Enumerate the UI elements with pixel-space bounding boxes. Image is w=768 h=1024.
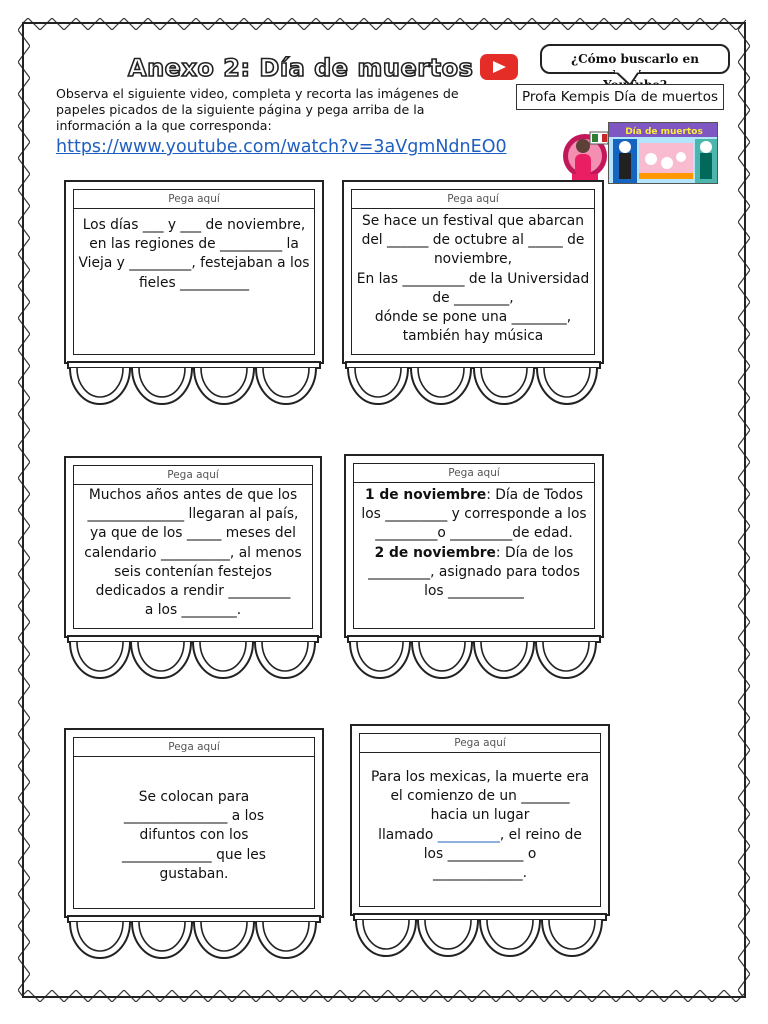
speech-bubble: ¿Cómo buscarlo en — [540, 44, 730, 74]
paste-box-6 — [350, 724, 610, 964]
paste-box-inner — [359, 733, 601, 907]
fill-in-text: Muchos años antes de que los ______________ llegaran al país, ya que de los _____ meses del calendario __________, al menos seis contenían festejos dedicados a rendir _________ a los ________. — [84, 487, 302, 619]
youtube-logo-icon — [480, 54, 518, 80]
paper-scallop-tabs — [344, 632, 604, 684]
video-thumbnail-art — [609, 123, 718, 184]
paste-box-inner — [351, 189, 595, 355]
text-part-a: Para los mexicas, la muerte era el comienzo de un _______ hacia un lugar llamado — [370, 769, 590, 843]
date-text-1: : Día de Todos los _________ y corresponde a los _________o _________de edad. — [361, 487, 587, 542]
instructions-text: Observa el siguiente video, completa y recorta las imágenes de papeles picados de la siguiente página y pega arriba de la información a la que corresponda: — [56, 86, 459, 133]
page-title: Anexo 2: Día de muertos — [128, 54, 474, 82]
fill-in-text — [358, 486, 590, 601]
paste-box-inner — [73, 737, 315, 909]
paste-here-label: Pega aquí — [352, 190, 594, 209]
paste-here-label: Pega aquí — [354, 464, 594, 483]
paste-box-5 — [64, 728, 324, 964]
fill-in-text: Los días ___ y ___ de noviembre, en las regiones de _________ la Vieja y _________, festejaban a los fieles __________ — [78, 217, 310, 291]
paper-scallop-tabs — [342, 358, 604, 410]
paste-box-1 — [64, 180, 324, 410]
paste-box-2 — [342, 180, 604, 410]
date-bold-1: 1 de noviembre — [364, 487, 487, 503]
paste-box-inner — [73, 465, 313, 629]
paper-scallop-tabs — [64, 632, 322, 684]
paper-scallop-tabs — [64, 358, 324, 410]
paste-here-label: Pega aquí — [360, 734, 600, 753]
date-text-2: : Día de los _________, asignado para todos los ___________ — [368, 544, 580, 600]
fill-in-text: Se hace un festival que abarcan del ______ de octubre al _____ de noviembre, En las _________ de la Universidad de ________, dónde se pone una ________, también hay música — [356, 213, 590, 345]
youtube-video-link[interactable]: https://www.youtube.com/watch?v=3aVgmNdnEO0 — [56, 137, 507, 157]
text-part-b: , el reino de los ___________ o _____________. — [423, 826, 582, 882]
paper-scallop-tabs — [350, 910, 610, 962]
youtube-search-example: Profa Kempis Día de muertos — [516, 84, 724, 110]
paste-here-label: Pega aquí — [74, 190, 314, 209]
paste-here-label: Pega aquí — [74, 738, 314, 757]
paste-box-3 — [64, 456, 322, 684]
blue-blank-line: _________ — [437, 826, 500, 843]
fill-in-text: Se colocan para _______________ a los difuntos con los _____________ que les gustaban. — [122, 789, 266, 882]
paste-box-inner — [73, 189, 315, 355]
video-thumbnail — [608, 122, 718, 184]
date-bold-2: 2 de noviembre — [374, 544, 496, 561]
fill-in-text — [364, 768, 596, 883]
presenter-thumbnail — [562, 122, 608, 184]
paper-scallop-tabs — [64, 912, 324, 964]
paste-box-4 — [344, 454, 604, 684]
paste-here-label: Pega aquí — [74, 466, 312, 485]
paste-box-inner — [353, 463, 595, 629]
video-thumbnail-title: Día de muertos — [625, 127, 703, 137]
